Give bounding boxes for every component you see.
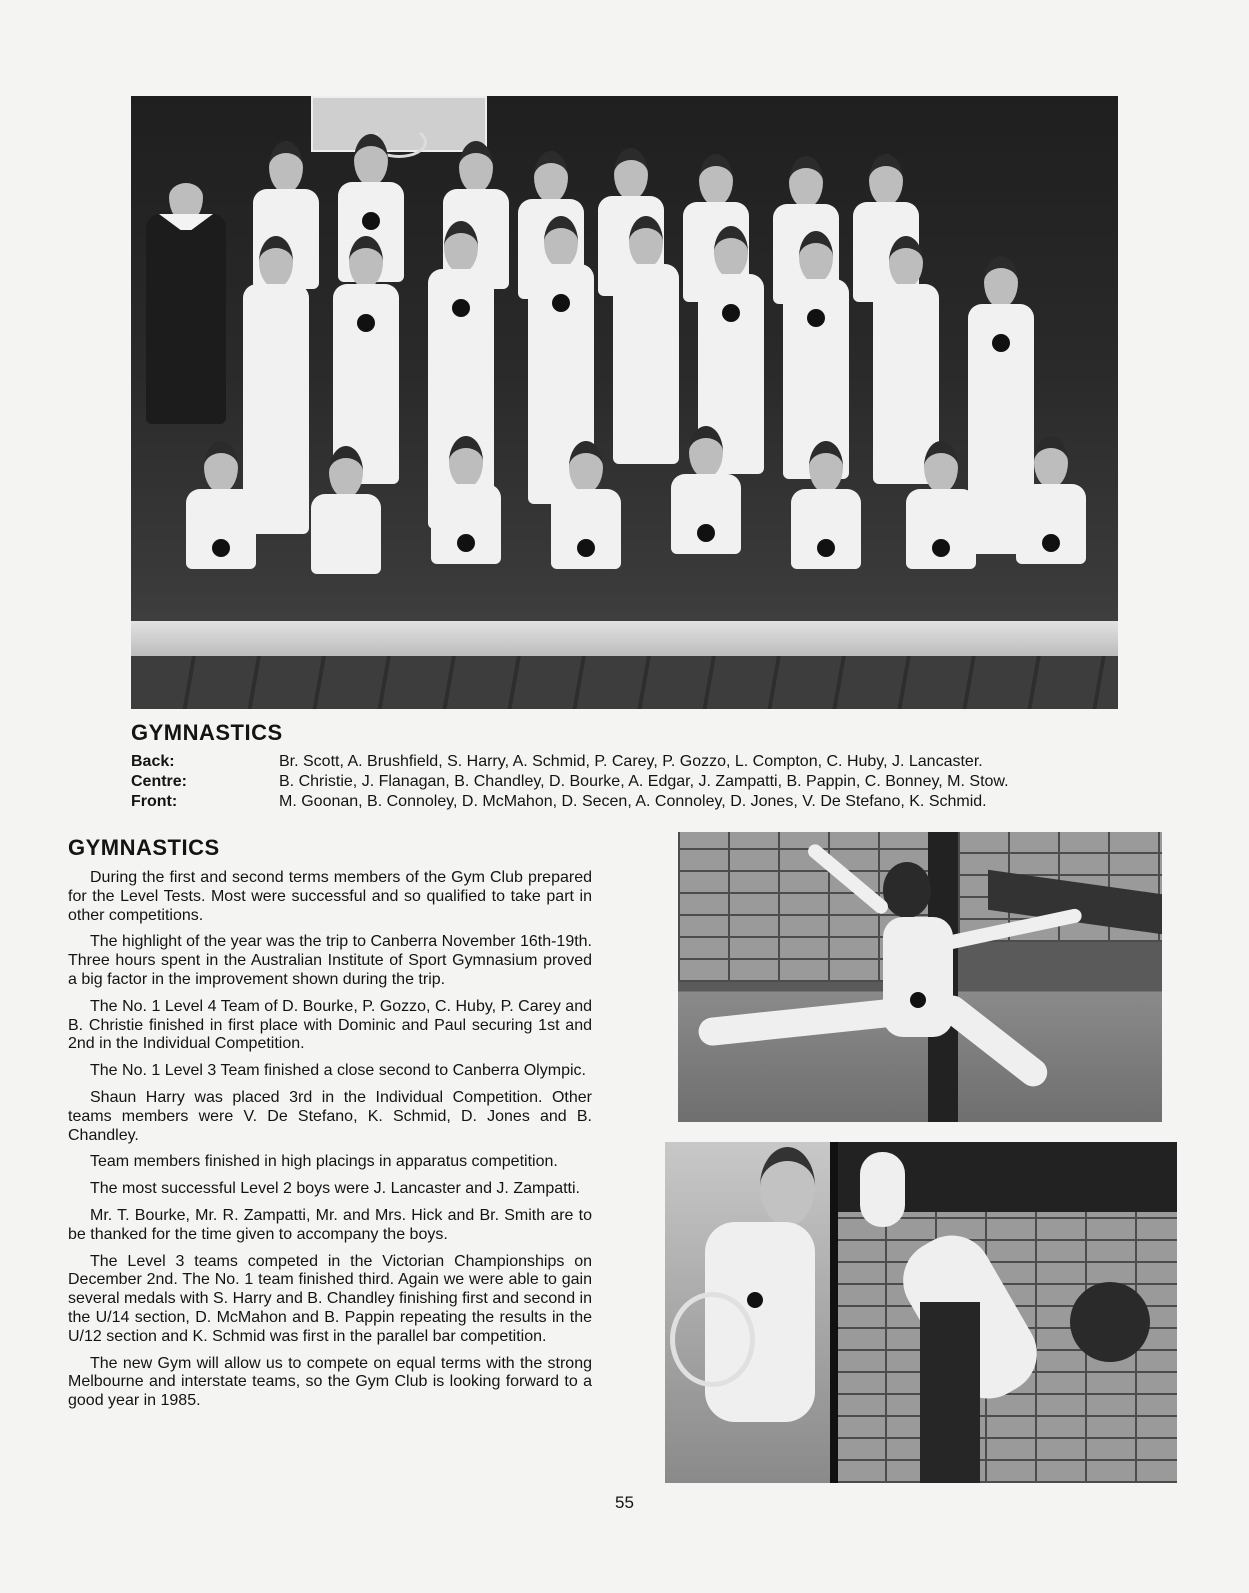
gymnast-head — [883, 862, 931, 918]
article-paragraph: The No. 1 Level 4 Team of D. Bourke, P. Gozzo, C. Huby, P. Carey and B. Christie finished in first place with Dominic and Paul securing 1st and 2nd in the Individual Competition. — [68, 997, 592, 1053]
roster-row-back — [131, 752, 1121, 772]
gymnast-figure — [991, 436, 1111, 626]
team-photo-heading: GYMNASTICS — [131, 720, 283, 745]
gymnast-figure — [161, 441, 281, 631]
roster-row-front — [131, 792, 1121, 812]
gymnast-figure — [286, 446, 406, 636]
article-paragraph: Team members finished in high placings in apparatus competition. — [90, 1153, 558, 1171]
article-paragraph: The No. 1 Level 3 Team finished a close second to Canberra Olympic. — [90, 1062, 586, 1080]
article-paragraph: The most successful Level 2 boys were J. Lancaster and J. Zampatti. — [90, 1180, 580, 1198]
gymnast-figure — [406, 436, 526, 626]
article-paragraph: Mr. T. Bourke, Mr. R. Zampatti, Mr. and Mrs. Hick and Br. Smith are to be thanked for the time given to accompany the boys. — [68, 1206, 592, 1243]
club-badge — [910, 992, 926, 1008]
gymnast-figure — [881, 441, 1001, 631]
parallel-bar-support — [920, 1302, 980, 1483]
roster-label: Front: — [131, 793, 178, 810]
team-roster — [131, 752, 1121, 812]
article-body — [68, 869, 592, 1419]
article-heading: GYMNASTICS — [68, 835, 220, 860]
gymnast-figure — [766, 441, 886, 631]
gymnast-split-photo — [678, 832, 1162, 1122]
roster-names: M. Goonan, B. Connoley, D. McMahon, D. Secen, A. Connoley, D. Jones, V. De Stefano, K. Schmid. — [279, 793, 987, 810]
gymnast-figure — [646, 426, 766, 616]
article-paragraph: During the first and second terms members of the Gym Club prepared for the Level Tests. Most were successful and so qualified to take part in other competitions. — [68, 869, 592, 924]
gymnast-leg — [860, 1152, 905, 1227]
gym-floor — [131, 656, 1118, 709]
roster-names: B. Christie, J. Flanagan, B. Chandley, D. Bourke, A. Edgar, J. Zampatti, B. Pappin, C. Bonney, M. Stow. — [279, 773, 1009, 790]
gymnast-leg — [697, 995, 929, 1047]
article-paragraph: The Level 3 teams competed in the Victorian Championships on December 2nd. The No. 1 team finished third. Again we were able to gain several medals with S. Harry and B. Chandley finishing first and second in the U/14 section, D. McMahon and B. Pappin repeating the results in the U/12 section and K. Schmid was first in the parallel bar competition. — [68, 1252, 592, 1345]
photo-divider — [830, 1142, 838, 1483]
coach-figure — [141, 166, 231, 426]
club-badge — [747, 1292, 763, 1308]
roster-names: Br. Scott, A. Brushfield, S. Harry, A. Schmid, P. Carey, P. Gozzo, L. Compton, C. Huby, J. Lancaster. — [279, 753, 983, 770]
roster-label: Centre: — [131, 773, 188, 790]
article-paragraph: The highlight of the year was the trip to Canberra November 16th-19th. Three hours spent in the Australian Institute of Sport Gymnasium proved a big factor in the improvement shown during the trip. — [68, 933, 592, 988]
gymnast-rings-photo — [665, 1142, 1177, 1483]
roster-row-centre — [131, 772, 1121, 792]
gymnastic-ring — [670, 1292, 755, 1387]
page-number: 55 — [615, 1493, 634, 1512]
gymnast-figure — [526, 441, 646, 631]
team-photo — [131, 96, 1118, 709]
gymnast-head — [1070, 1282, 1150, 1362]
article-paragraph: Shaun Harry was placed 3rd in the Individual Competition. Other teams members were V. De Stefano, K. Schmid, D. Jones and B. Chandley. — [68, 1088, 592, 1144]
roster-label: Back: — [131, 753, 175, 770]
gymnast-head — [760, 1147, 815, 1226]
article-paragraph: The new Gym will allow us to compete on equal terms with the strong Melbourne and interstate teams, so the Gym Club is looking forward to a good year in 1985. — [68, 1354, 592, 1410]
